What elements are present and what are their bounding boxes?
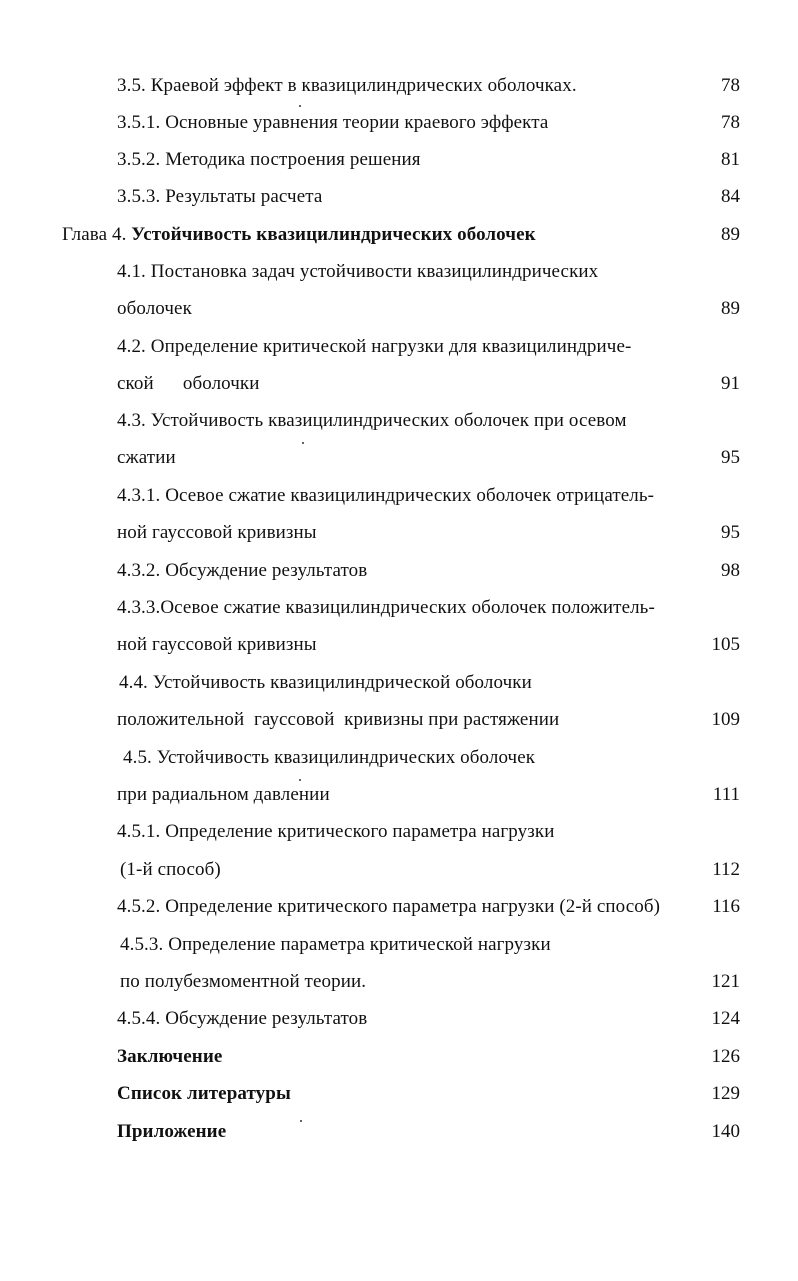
toc-entry-4-2-line1: 4.2. Определение критической нагрузки для квазицилиндриче- xyxy=(117,336,632,357)
toc-entry-4-4-line2: положительной гауссовой кривизны при растяжении xyxy=(117,709,560,730)
toc-entry-4-5-line1: 4.5. Устойчивость квазицилиндрических оболочек xyxy=(123,747,536,768)
toc-entry-4-3-line1: 4.3. Устойчивость квазицилиндрических оболочек при осевом xyxy=(117,410,627,431)
toc-page-3-5-2: 81 xyxy=(721,149,740,170)
toc-entry-3-5-1: 3.5.1. Основные уравнения теории краевого эффекта xyxy=(117,112,549,133)
toc-page-4-5-1: 112 xyxy=(712,859,740,880)
chapter-prefix: Глава 4. xyxy=(62,224,132,245)
toc-entry-4-3-2: 4.3.2. Обсуждение результатов xyxy=(117,560,368,581)
toc-entry-4-5-2: 4.5.2. Определение критического параметра нагрузки (2-й способ) xyxy=(117,896,661,917)
toc-entry-4-3-3-line1: 4.3.3.Осевое сжатие квазицилиндрических оболочек положитель- xyxy=(117,597,655,618)
toc-entry-4-5-4: 4.5.4. Обсуждение результатов xyxy=(117,1008,368,1029)
toc-page-3-5: 78 xyxy=(721,75,740,96)
toc-entry-4-1-line2: оболочек xyxy=(117,298,192,319)
toc-entry-4-3-1-line2: ной гауссовой кривизны xyxy=(117,522,317,543)
scan-speck xyxy=(299,105,301,107)
scan-speck xyxy=(302,442,304,444)
toc-page-4-2: 91 xyxy=(721,373,740,394)
toc-page-conclusion: 126 xyxy=(711,1046,740,1067)
toc-entry-conclusion: Заключение xyxy=(117,1046,223,1067)
toc-entry-4-3-1-line1: 4.3.1. Осевое сжатие квазицилиндрических оболочек отрицатель- xyxy=(117,485,655,506)
toc-entry-4-3-line2: сжатии xyxy=(117,447,176,468)
toc-page-4-3: 95 xyxy=(721,447,740,468)
scan-speck xyxy=(299,779,301,781)
toc-chapter-4 xyxy=(62,224,536,246)
toc-page-3-5-3: 84 xyxy=(721,186,740,207)
toc-page-3-5-1: 78 xyxy=(721,112,740,133)
toc-page-4-3-1: 95 xyxy=(721,522,740,543)
toc-page-4-5-4: 124 xyxy=(711,1008,740,1029)
toc-entry-4-4-line1: 4.4. Устойчивость квазицилиндрической оболочки xyxy=(119,672,532,693)
toc-entry-3-5: 3.5. Краевой эффект в квазицилиндрических оболочках. xyxy=(117,75,577,96)
toc-page-4-5-3: 121 xyxy=(711,971,740,992)
toc-entry-4-5-3-line2: по полубезмоментной теории. xyxy=(120,971,367,992)
toc-entry-4-5-1-line1: 4.5.1. Определение критического параметра нагрузки xyxy=(117,821,555,842)
toc-entry-4-2-line2: ской оболочки xyxy=(117,373,260,394)
scan-speck xyxy=(300,1120,302,1122)
toc-entry-4-5-1-line2: (1-й способ) xyxy=(120,859,221,880)
toc-page-4-3-2: 98 xyxy=(721,560,740,581)
toc-entry-3-5-3: 3.5.3. Результаты расчета xyxy=(117,186,323,207)
toc-page-4-3-3: 105 xyxy=(711,634,740,655)
toc-entry-3-5-2: 3.5.2. Методика построения решения xyxy=(117,149,421,170)
toc-entry-4-5-line2: при радиальном давлении xyxy=(117,784,330,805)
toc-page-4-4: 109 xyxy=(711,709,740,730)
toc-entry-4-3-3-line2: ной гауссовой кривизны xyxy=(117,634,317,655)
toc-page-4-5-2: 116 xyxy=(712,896,740,917)
toc-page-4-1: 89 xyxy=(721,298,740,319)
toc-entry-4-5-3-line1: 4.5.3. Определение параметра критической нагрузки xyxy=(120,934,551,955)
toc-page-appendix: 140 xyxy=(711,1121,740,1142)
toc-entry-references: Список литературы xyxy=(117,1083,291,1104)
toc-page-references: 129 xyxy=(711,1083,740,1104)
toc-entry-appendix: Приложение xyxy=(117,1121,227,1142)
toc-entry-4-1-line1: 4.1. Постановка задач устойчивости квазицилиндрических xyxy=(117,261,599,282)
chapter-title: Устойчивость квазицилиндрических оболочек xyxy=(131,224,536,245)
toc-page-4-5: 111 xyxy=(712,784,740,805)
toc-page-chapter-4: 89 xyxy=(721,224,740,245)
